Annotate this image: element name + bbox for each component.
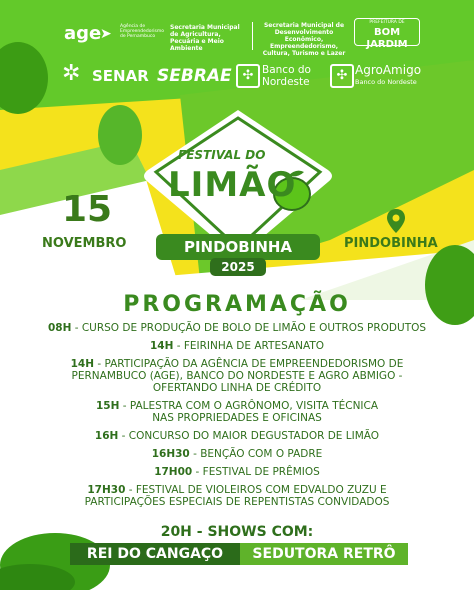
shows-label: SHOWS COM:: [207, 524, 314, 540]
schedule-text: FESTIVAL DE VIOLEIROS COM EDVALDO ZUZU E PARTICIPAÇÕES ESPECIAIS DE REPENTISTAS CONVIDADOS: [84, 484, 390, 508]
agroamigo-caption: Banco do Nordeste: [355, 78, 417, 86]
schedule-text: CONCURSO DO MAIOR DEGUSTADOR DE LIMÃO: [128, 430, 380, 442]
secretaria-desenvolvimento: Secretaria Municipal de Desenvolvimento Econômico, Empreendedorismo, Cultura, Turismo e Lazer: [262, 22, 346, 57]
badge-title: LIMÃO: [168, 165, 297, 205]
senar-logo: SENAR: [92, 67, 149, 85]
schedule-text: FEIRINHA DE ARTESANATO: [183, 340, 325, 352]
schedule-item: 14H - PARTICIPAÇÃO DA AGÊNCIA DE EMPREENDEDORISMO DE PERNAMBUCO (AGE), BANCO DO NORDESTE E AGRO ABMIGO - OFERTANDO LINHA DE CRÉDITO: [70, 358, 404, 394]
schedule-item: 08H - CURSO DE PRODUÇÃO DE BOLO DE LIMÃO E OUTROS PRODUTOS: [47, 322, 427, 334]
badge-year: 2025: [221, 260, 255, 274]
schedule-text: BENÇÃO COM O PADRE: [200, 448, 323, 460]
schedule-item: 14H - FEIRINHA DE ARTESANATO: [149, 340, 325, 352]
schedule-text: PALESTRA COM O AGRÔNOMO, VISITA TÉCNICA NAS PROPRIEDADES E OFICINAS: [129, 400, 379, 424]
banco-nordeste-icon: ✣: [236, 64, 260, 88]
badge-festival-label: FESTIVAL DO: [178, 148, 266, 162]
schedule-time: 14H: [149, 340, 174, 352]
schedule-time: 16H30: [151, 448, 190, 460]
schedule-text: FESTIVAL DE PRÊMIOS: [202, 466, 320, 478]
banco-nordeste-logo: Banco do Nordeste: [262, 64, 311, 88]
schedule-time: 17H00: [154, 466, 193, 478]
agroamigo-logo: AgroAmigo: [355, 63, 422, 77]
schedule-text: CURSO DE PRODUÇÃO DE BOLO DE LIMÃO E OUTROS PRODUTOS: [81, 322, 427, 334]
sebrae-logo: SEBRAE: [157, 66, 232, 86]
schedule-item: 15H - PALESTRA COM O AGRÔNOMO, VISITA TÉCNICA NAS PROPRIEDADES E OFICINAS: [95, 400, 379, 424]
age-caption: Agência de Empreendedorismo de Pernambuco: [120, 24, 165, 39]
location-pin-icon: [385, 208, 407, 234]
schedule-item: 17H00 - FESTIVAL DE PRÊMIOS: [154, 466, 320, 478]
artist-band: SEDUTORA RETRÔ: [240, 543, 408, 565]
schedule-text: PARTICIPAÇÃO DA AGÊNCIA DE EMPREENDEDORISMO DE PERNAMBUCO (AGE), BANCO DO NORDESTE E AGRO ABMIGO - OFERTANDO LINHA DE CRÉDITO: [71, 358, 404, 394]
senar-icon: ✲: [62, 61, 81, 86]
schedule-item: 17H30 - FESTIVAL DE VIOLEIROS COM EDVALDO ZUZU E PARTICIPAÇÕES ESPECIAIS DE REPENTISTAS CONVIDADOS: [84, 484, 390, 508]
event-day: 15: [62, 189, 113, 230]
schedule-list: [10, 322, 464, 514]
badge-place: PINDOBINHA: [183, 238, 293, 256]
shows-time: 20H: [160, 524, 192, 540]
schedule-time: 08H: [47, 322, 72, 334]
agroamigo-icon: ✣: [330, 64, 354, 88]
schedule-time: 15H: [95, 400, 120, 412]
age-arrow-icon: ➤: [100, 26, 112, 42]
schedule-title: PROGRAMAÇÃO: [123, 292, 351, 317]
bom-jardim-prefix: PREFEITURA DE: [369, 20, 405, 25]
bom-jardim-logo: [354, 18, 420, 50]
secretaria-agricultura: Secretaria Municipal de Agricultura, Pecuária e Meio Ambiente: [170, 24, 240, 52]
schedule-time: 16H: [94, 430, 119, 442]
divider: [252, 22, 253, 50]
schedule-item: 16H30 - BENÇÃO COM O PADRE: [151, 448, 323, 460]
age-logo: age: [64, 23, 102, 44]
schedule-time: 17H30: [87, 484, 126, 496]
event-location: PINDOBINHA: [344, 236, 438, 251]
shows-heading: 20H - SHOWS COM:: [160, 524, 314, 540]
artist-band: REI DO CANGAÇO: [70, 543, 240, 565]
sponsor-bar: [0, 0, 474, 100]
bom-jardim-name: BOM JARDIM: [366, 27, 408, 50]
event-month: NOVEMBRO: [42, 236, 127, 251]
schedule-time: 14H: [70, 358, 94, 370]
schedule-item: 16H - CONCURSO DO MAIOR DEGUSTADOR DE LIMÃO: [94, 430, 380, 442]
